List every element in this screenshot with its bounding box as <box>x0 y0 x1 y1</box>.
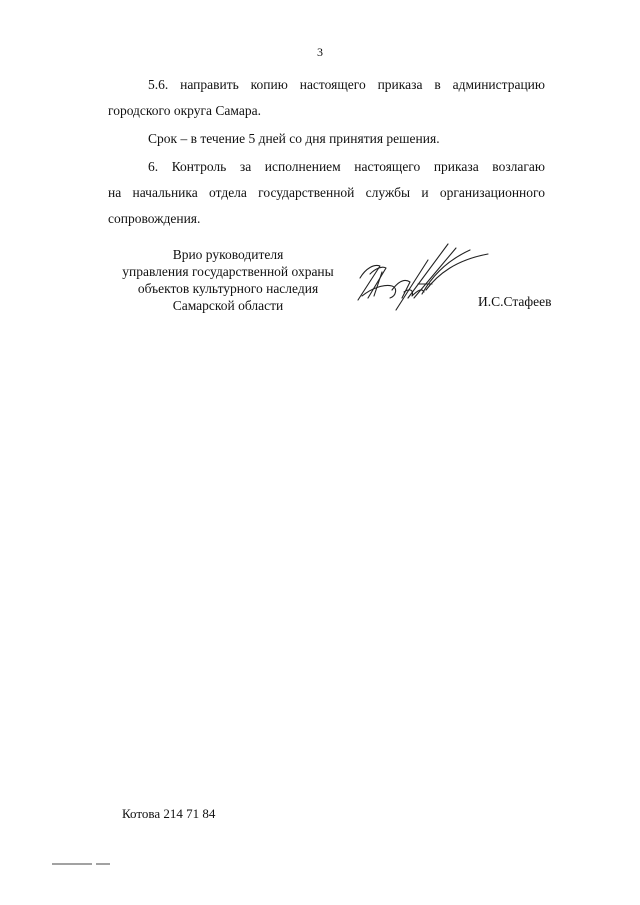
position-line-2: управления государственной охраны <box>122 264 334 279</box>
paragraph-item-6 <box>108 154 545 232</box>
paragraph-item-6-line-1: 6. Контроль за исполнением настоящего приказа возлагаю <box>148 159 545 174</box>
position-line-3: объектов культурного наследия <box>137 281 319 296</box>
handwritten-signature <box>352 238 492 318</box>
page-number: 3 <box>317 45 323 59</box>
scan-mark-line <box>52 862 110 866</box>
paragraph-item-6-line-2: на начальника отдела государственной службы и организационного <box>108 185 545 200</box>
position-line-1: Врио руководителя <box>172 247 284 262</box>
document-body <box>108 72 545 232</box>
signer-name: И.С.Стафеев <box>478 294 552 309</box>
signatory-position <box>108 246 348 314</box>
paragraph-item-5-6: 5.6. направить копию настоящего приказа в администрацию городского округа Самара. <box>108 77 545 118</box>
paragraph-item-6-line-3: сопровождения. <box>108 211 201 226</box>
executor-contact: Котова 214 71 84 <box>122 806 216 821</box>
position-line-4: Самарской области <box>172 298 284 313</box>
paragraph-deadline: Срок – в течение 5 дней со дня принятия решения. <box>148 131 440 146</box>
